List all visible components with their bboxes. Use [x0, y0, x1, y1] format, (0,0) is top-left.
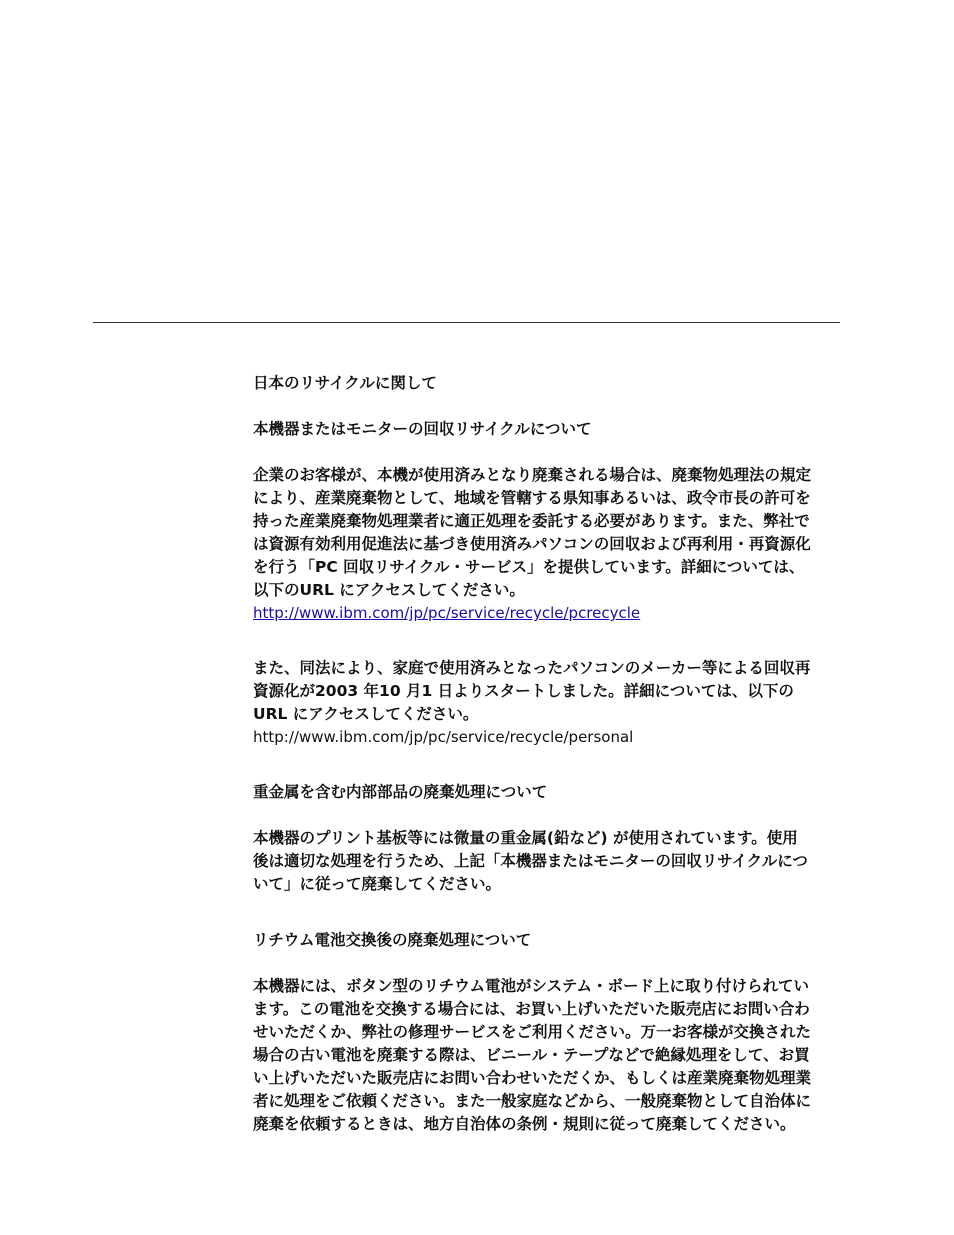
paragraph-line: 廃棄を依頼するときは、地方自治体の条例・規則に従って廃棄してください。 [253, 1115, 796, 1133]
paragraph-line: いて」に従って廃棄してください。 [253, 875, 502, 893]
paragraph-line: 本機器のプリント基板等には微量の重金属(鉛など) が使用されています。使用 [253, 829, 798, 847]
paragraph-line: 後は適切な処理を行うため、上記「本機器またはモニターの回収リサイクルにつ [253, 852, 808, 870]
document-body [253, 372, 843, 1136]
battery-paragraph [253, 975, 843, 1136]
paragraph-line: せいただくか、弊社の修理サービスをご利用ください。万一お客様が交換された [253, 1023, 812, 1041]
paragraph-line: URL にアクセスしてください。 [253, 705, 479, 723]
heavy-metal-title: 重金属を含む内部部品の廃棄処理について [253, 783, 548, 801]
personal-recycle-url: http://www.ibm.com/jp/pc/service/recycle/personal [253, 728, 634, 746]
paragraph-line: 持った産業廃棄物処理業者に適正処理を委託する必要があります。また、弊社で [253, 512, 810, 530]
recycle-title: 日本のリサイクルに関して [253, 374, 437, 392]
horizontal-rule [93, 322, 840, 323]
battery-title: リチウム電池交換後の廃棄処理について [253, 931, 532, 949]
paragraph-line: により、産業廃棄物として、地域を管轄する県知事あるいは、政令市長の許可を [253, 489, 811, 507]
paragraph-line: を行う「PC 回収リサイクル・サービス」を提供しています。詳細については、 [253, 558, 805, 576]
household-paragraph [253, 657, 843, 726]
paragraph-line: 以下のURL にアクセスしてください。 [253, 581, 525, 599]
corporate-paragraph [253, 464, 843, 602]
monitor-recycle-title: 本機器またはモニターの回収リサイクルについて [253, 420, 592, 438]
paragraph-line: 場合の古い電池を廃棄する際は、ビニール・テープなどで絶縁処理をして、お買 [253, 1046, 810, 1064]
heavy-metal-paragraph [253, 827, 843, 896]
paragraph-line: は資源有効利用促進法に基づき使用済みパソコンの回収および再利用・再資源化 [253, 535, 811, 553]
paragraph-line: い上げいただいた販売店にお問い合わせいただくか、もしくは産業廃棄物処理業 [253, 1069, 812, 1087]
paragraph-line: また、同法により、家庭で使用済みとなったパソコンのメーカー等による回収再 [253, 659, 811, 677]
paragraph-line: ます。この電池を交換する場合には、お買い上げいただいた販売店にお問い合わ [253, 1000, 810, 1018]
pcrecycle-link[interactable]: http://www.ibm.com/jp/pc/service/recycle/pcrecycle [253, 604, 641, 622]
paragraph-line: 者に処理をご依頼ください。また一般家庭などから、一般廃棄物として自治体に [253, 1092, 812, 1110]
paragraph-line: 本機器には、ボタン型のリチウム電池がシステム・ボード上に取り付けられてい [253, 977, 809, 995]
paragraph-line: 資源化が2003 年10 月1 日よりスタートしました。詳細については、以下の [253, 682, 794, 700]
paragraph-line: 企業のお客様が、本機が使用済みとなり廃棄される場合は、廃棄物処理法の規定 [253, 466, 812, 484]
